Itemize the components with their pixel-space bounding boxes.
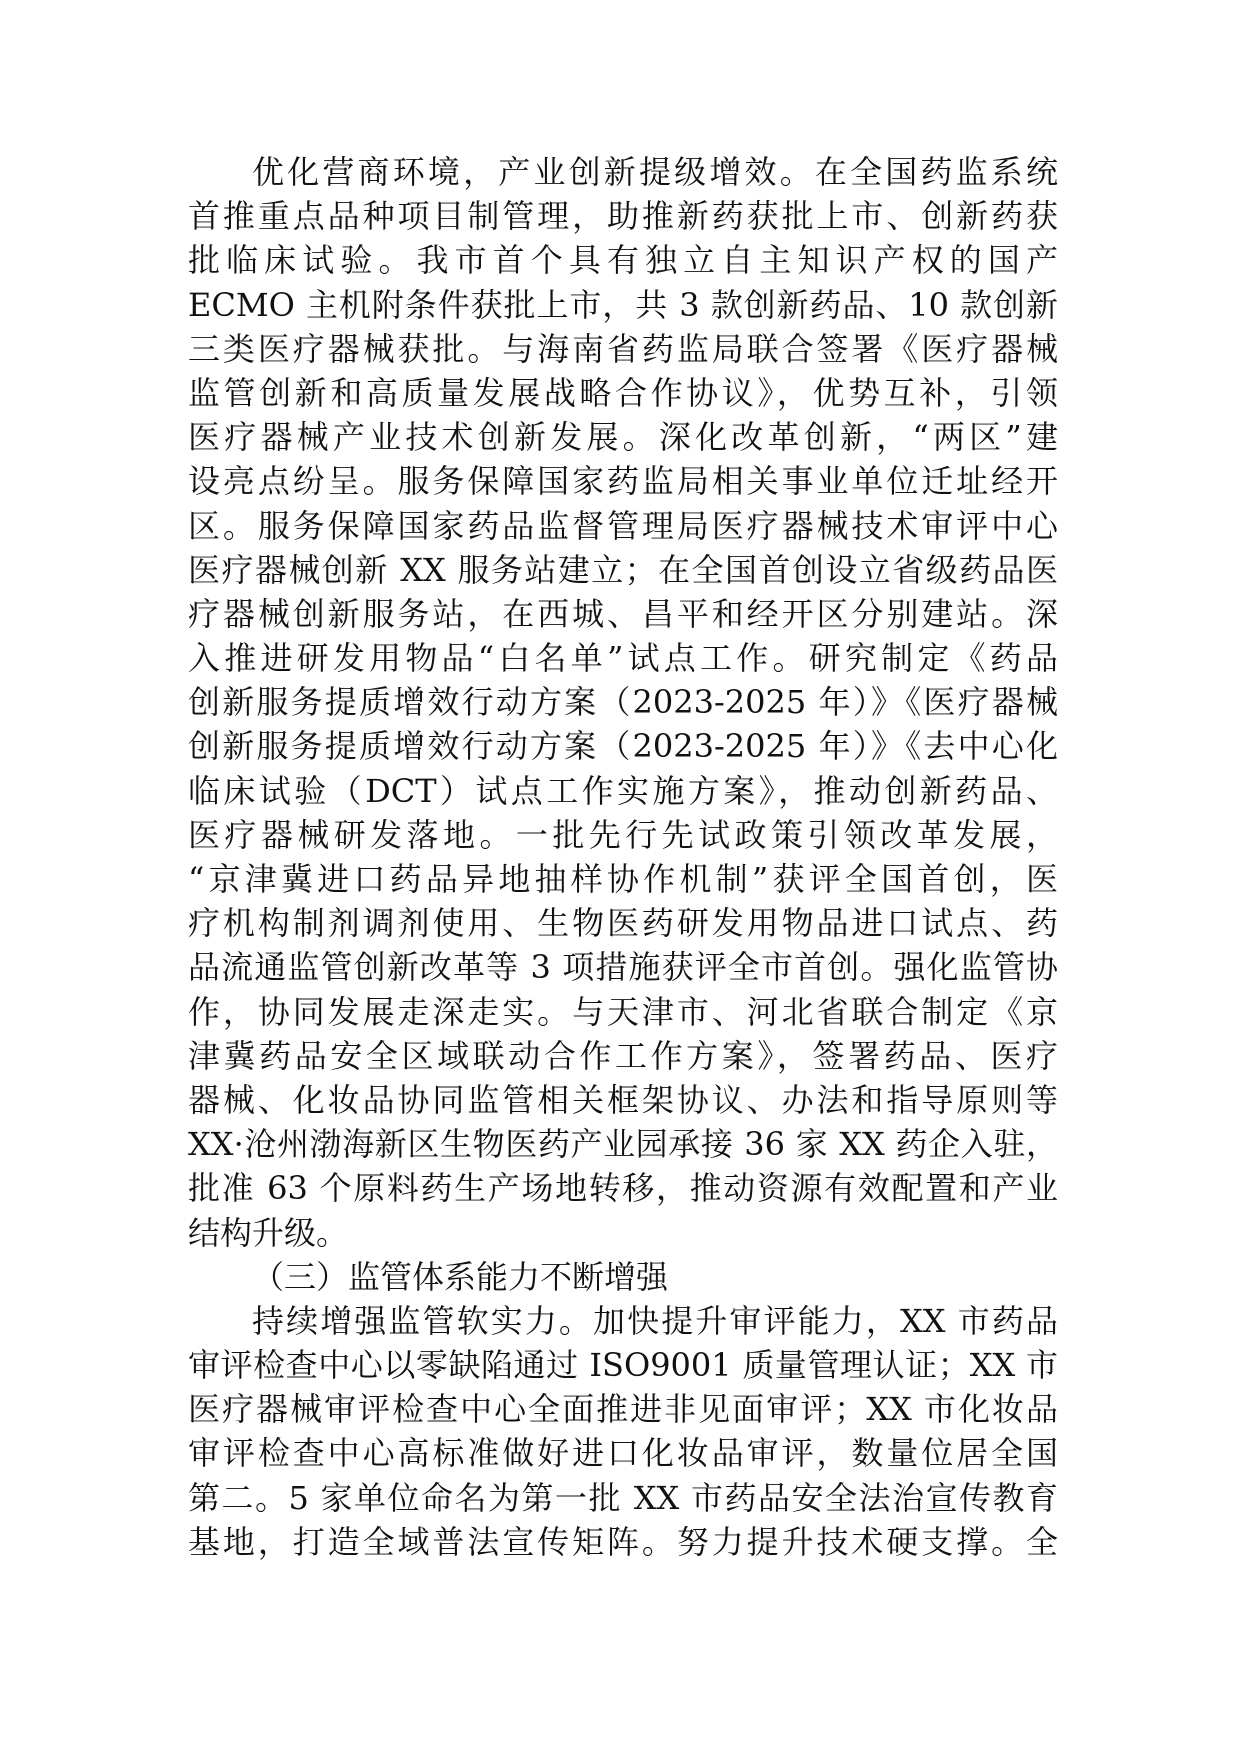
paragraph-line: 结构升级。 xyxy=(188,1213,349,1252)
paragraph-line: 优化营商环境，产业创新提级增效。在全国药监系统 xyxy=(252,153,1058,191)
paragraph-line: 医疗器械产业技术创新发展。深化改革创新，“两区”建 xyxy=(188,418,1058,457)
paragraph-line: 监管创新和高质量发展战略合作协议》，优势互补，引领 xyxy=(188,373,1058,412)
paragraph-line: 疗机构制剂调剂使用、生物医药研发用物品进口试点、药 xyxy=(188,904,1058,943)
paragraph-line: 三类医疗器械获批。与海南省药监局联合签署《医疗器械 xyxy=(188,329,1058,368)
paragraph-line: 批准 63 个原料药生产场地转移，推动资源有效配置和产业 xyxy=(188,1169,1058,1208)
paragraph-line: 津冀药品安全区域联动合作工作方案》，签署药品、医疗 xyxy=(188,1036,1058,1075)
paragraph-line: 第二。5 家单位命名为第一批 XX 市药品安全法治宣传教育 xyxy=(188,1478,1058,1517)
paragraph-line: 临床试验（DCT）试点工作实施方案》，推动创新药品、 xyxy=(188,771,1058,810)
paragraph-regulatory-capacity xyxy=(188,1299,1058,1564)
paragraph-line: 医疗器械研发落地。一批先行先试政策引领改革发展， xyxy=(188,815,1058,854)
paragraph-line: 基地，打造全域普法宣传矩阵。努力提升技术硬支撑。全 xyxy=(188,1522,1058,1561)
paragraph-line: 审评检查中心高标准做好进口化妆品审评，数量位居全国 xyxy=(188,1434,1058,1473)
paragraph-line: XX·沧州渤海新区生物医药产业园承接 36 家 XX 药企入驻， xyxy=(188,1125,1058,1164)
paragraph-line: 医疗器械审评检查中心全面推进非见面审评；XX 市化妆品 xyxy=(188,1390,1058,1429)
paragraph-line: 设亮点纷呈。服务保障国家药监局相关事业单位迁址经开 xyxy=(188,462,1058,501)
paragraph-line: 入推进研发用物品“白名单”试点工作。研究制定《药品 xyxy=(188,639,1058,678)
paragraph-line: 医疗器械创新 XX 服务站建立；在全国首创设立省级药品医 xyxy=(188,550,1058,589)
paragraph-line: 器械、化妆品协同监管相关框架协议、办法和指导原则等 xyxy=(188,1080,1058,1119)
paragraph-line: 批临床试验。我市首个具有独立自主知识产权的国产 xyxy=(188,241,1058,280)
paragraph-line: 审评检查中心以零缺陷通过 ISO9001 质量管理认证；XX 市 xyxy=(188,1346,1058,1385)
paragraph-line: 作，协同发展走深走实。与天津市、河北省联合制定《京 xyxy=(188,992,1058,1031)
paragraph-line: ECMO 主机附条件获批上市，共 3 款创新药品、10 款创新 xyxy=(188,285,1058,324)
paragraph-line: 持续增强监管软实力。加快提升审评能力，XX 市药品 xyxy=(252,1301,1058,1340)
paragraph-line: 区。服务保障国家药品监督管理局医疗器械技术审评中心 xyxy=(188,506,1058,545)
document-body xyxy=(188,150,1058,1564)
paragraph-line: 首推重点品种项目制管理，助推新药获批上市、创新药获 xyxy=(188,197,1058,236)
paragraph-line: 品流通监管创新改革等 3 项措施获评全市首创。强化监管协 xyxy=(188,948,1058,987)
paragraph-line: 创新服务提质增效行动方案（2023-2025 年）》《去中心化 xyxy=(188,727,1058,766)
section-heading xyxy=(188,1255,1058,1299)
paragraph-industry-innovation xyxy=(188,150,1058,1255)
paragraph-line: “京津冀进口药品异地抽样协作机制”获评全国首创，医 xyxy=(188,860,1058,898)
section-heading-text: （三）监管体系能力不断增强 xyxy=(252,1257,669,1296)
paragraph-line: 疗器械创新服务站，在西城、昌平和经开区分别建站。深 xyxy=(188,594,1058,633)
paragraph-line: 创新服务提质增效行动方案（2023-2025 年）》《医疗器械 xyxy=(188,683,1058,722)
